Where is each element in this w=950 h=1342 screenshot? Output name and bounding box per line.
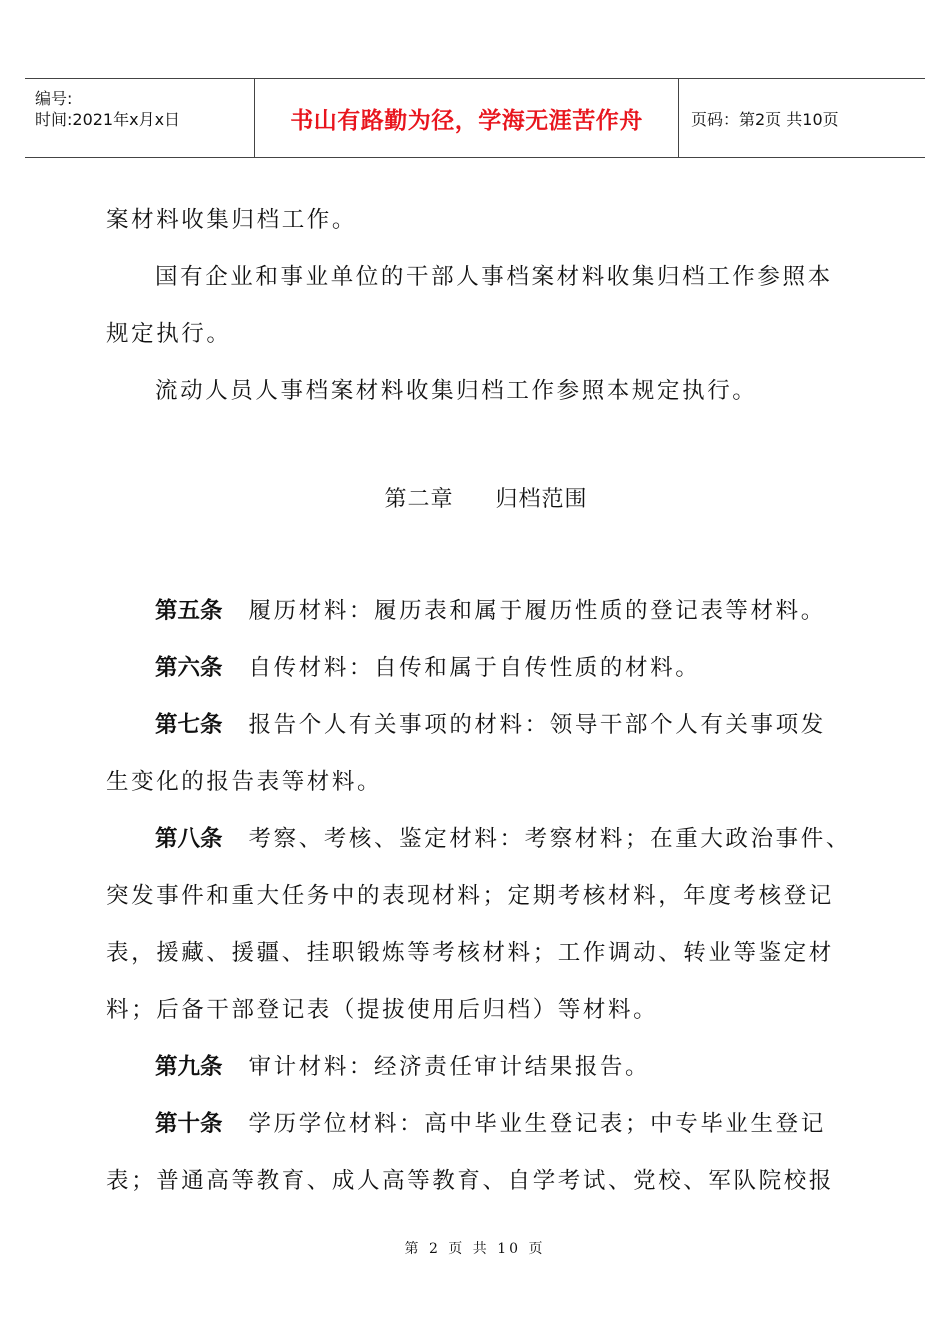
paragraph-2-line-2: 规定执行。	[106, 321, 232, 347]
article-text: 自传材料：自传和属于自传性质的材料。	[248, 655, 701, 681]
chapter-number: 第二章	[384, 487, 454, 512]
article-number: 第九条	[155, 1054, 223, 1080]
article-9	[106, 1039, 866, 1096]
article-10	[106, 1096, 866, 1210]
header-meta	[25, 79, 254, 158]
article-text: 审计材料：经济责任审计结果报告。	[248, 1054, 651, 1080]
header-page-cell	[679, 79, 925, 158]
article-number: 第五条	[155, 598, 223, 624]
document-body	[106, 192, 866, 1210]
article-number: 第七条	[155, 712, 223, 738]
article-text-continued: 生变化的报告表等材料。	[106, 769, 383, 795]
page-header	[25, 78, 925, 158]
article-text: 学历学位材料：高中毕业生登记表；中专毕业生登记	[248, 1111, 826, 1137]
article-8	[106, 811, 866, 1039]
article-number: 第八条	[155, 826, 223, 852]
article-number: 第六条	[155, 655, 223, 681]
article-5	[106, 583, 866, 640]
header-page-label: 页码：第2页 共10页	[691, 110, 839, 129]
article-text: 考察、考核、鉴定材料：考察材料；在重大政治事件、	[248, 826, 851, 852]
article-number: 第十条	[155, 1111, 223, 1137]
page-footer: 第 2 页 共 10 页	[404, 1241, 546, 1257]
chapter-heading	[106, 471, 866, 528]
doc-time-label: 时间:2021年x月x日	[35, 110, 181, 129]
article-6	[106, 640, 866, 697]
article-text-continued: 料；后备干部登记表（提拔使用后归档）等材料。	[106, 997, 659, 1023]
article-text-continued: 突发事件和重大任务中的表现材料；定期考核材料，年度考核登记	[106, 883, 834, 909]
article-7	[106, 697, 866, 811]
article-text: 履历材料：履历表和属于履历性质的登记表等材料。	[248, 598, 826, 624]
article-text-continued: 表；普通高等教育、成人高等教育、自学考试、党校、军队院校报	[106, 1168, 834, 1194]
paragraph-1: 案材料收集归档工作。	[106, 207, 358, 233]
chapter-title: 归档范围	[495, 487, 588, 512]
header-motto: 书山有路勤为径，学海无涯苦作舟	[290, 107, 643, 134]
header-motto-cell	[254, 79, 679, 158]
article-text-continued: 表，援藏、援疆、挂职锻炼等考核材料；工作调动、转业等鉴定材	[106, 940, 834, 966]
paragraph-2-line-1: 国有企业和事业单位的干部人事档案材料收集归档工作参照本	[155, 264, 833, 290]
doc-number-label: 编号:	[35, 89, 73, 108]
article-text: 报告个人有关事项的材料：领导干部个人有关事项发	[248, 712, 826, 738]
paragraph-3: 流动人员人事档案材料收集归档工作参照本规定执行。	[155, 378, 758, 404]
